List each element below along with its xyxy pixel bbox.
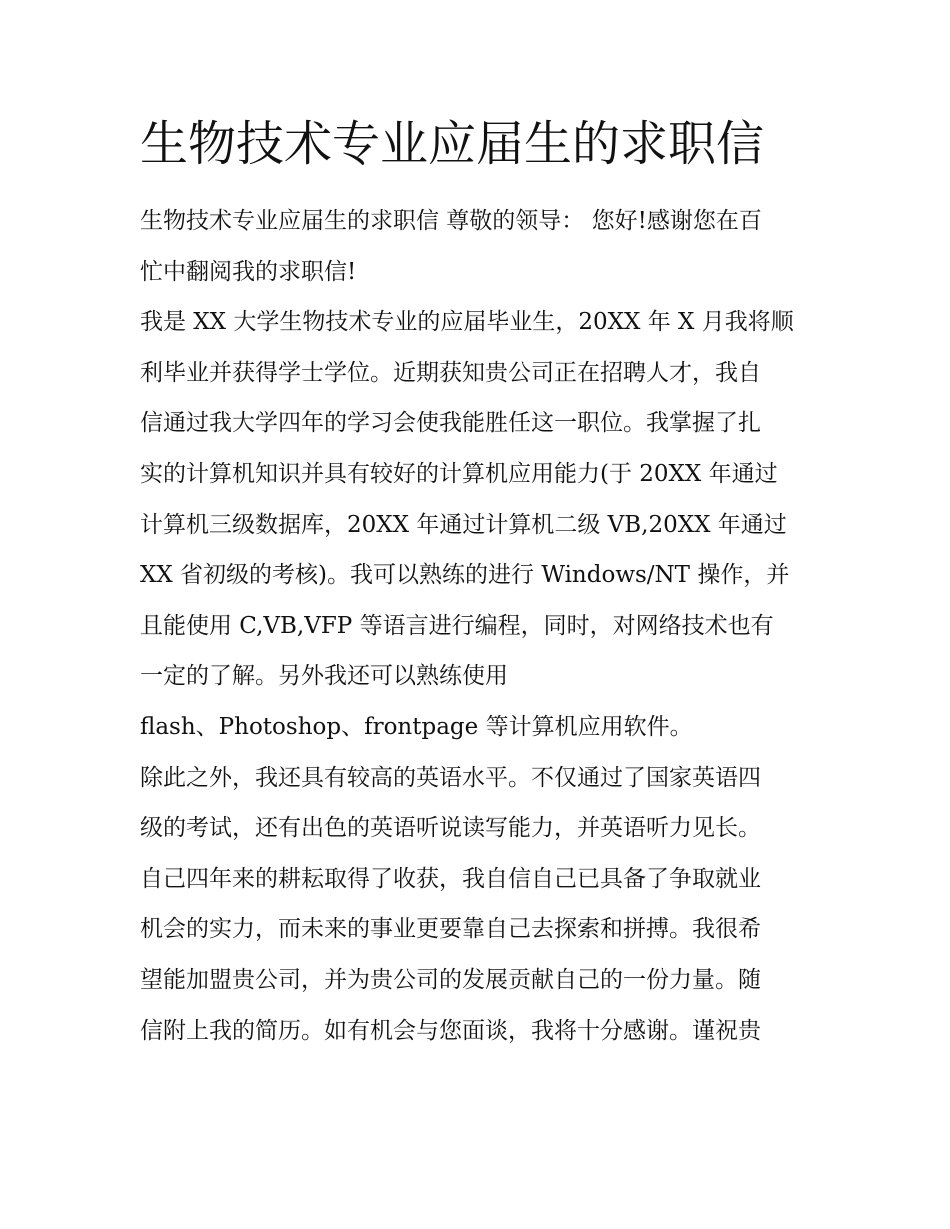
body-line: 自己四年来的耕耘取得了收获，我自信自己已具备了争取就业 — [140, 865, 761, 892]
body-line: XX 省初级的考核)。我可以熟练的进行 Windows/NT 操作，并 — [140, 562, 790, 589]
body-line: flash、Photoshop、frontpage 等计算机应用软件。 — [140, 713, 693, 740]
body-line: 望能加盟贵公司，并为贵公司的发展贡献自己的一份力量。随 — [140, 966, 761, 993]
body-line: 级的考试，还有出色的英语听说读写能力，并英语听力见长。 — [140, 815, 761, 842]
body-line: 且能使用 C,VB,VFP 等语言进行编程，同时，对网络技术也有 — [140, 612, 774, 639]
body-line: 忙中翻阅我的求职信! — [140, 258, 357, 285]
body-line: 除此之外，我还具有较高的英语水平。不仅通过了国家英语四 — [140, 764, 761, 791]
body-line: 信附上我的简历。如有机会与您面谈，我将十分感谢。谨祝贵 — [140, 1017, 761, 1044]
body-line: 机会的实力，而未来的事业更要靠自己去探索和拼搏。我很希 — [140, 916, 761, 943]
document-title: 生物技术专业应届生的求职信 — [140, 116, 765, 172]
document-body — [140, 196, 820, 1056]
body-line: 实的计算机知识并具有较好的计算机应用能力(于 20XX 年通过 — [140, 460, 778, 487]
body-line: 计算机三级数据库，20XX 年通过计算机二级 VB,20XX 年通过 — [140, 511, 787, 538]
body-line: 一定的了解。另外我还可以熟练使用 — [140, 663, 508, 690]
body-line: 生物技术专业应届生的求职信 尊敬的领导： 您好!感谢您在百 — [140, 208, 762, 234]
body-line: 我是 XX 大学生物技术专业的应届毕业生，20XX 年 X 月我将顺 — [140, 309, 794, 336]
body-line: 利毕业并获得学士学位。近期获知贵公司正在招聘人才，我自 — [140, 359, 761, 386]
body-line: 信通过我大学四年的学习会使我能胜任这一职位。我掌握了扎 — [140, 410, 761, 437]
